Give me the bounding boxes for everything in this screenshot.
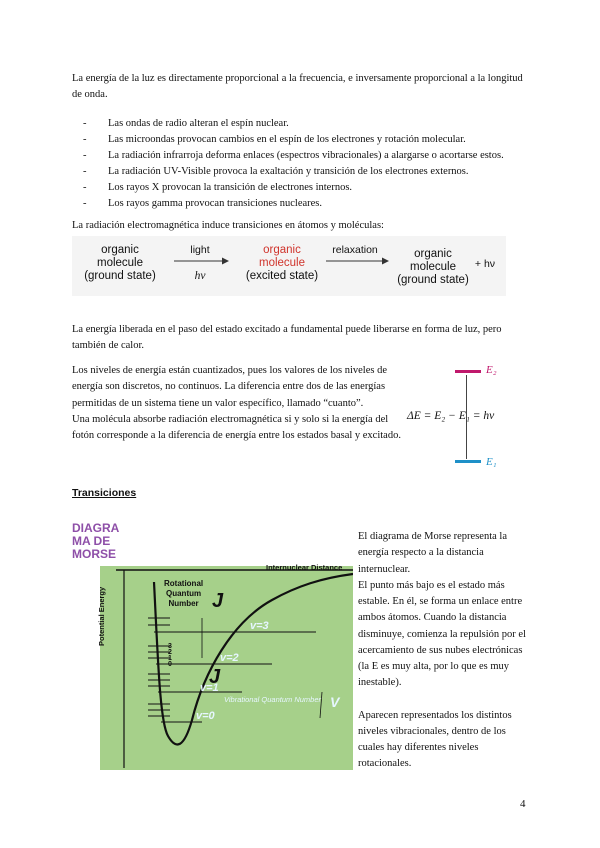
morse-paragraph-levels: Aparecen representados los distintos niveles vibracionales, dentro de los cuales hay diferentes niveles rotacionales. <box>358 709 512 770</box>
bullet-marker: - <box>83 198 87 209</box>
energy-level-diagram <box>393 362 527 478</box>
list-item: - La radiación infrarroja deforma enlaces (espectros vibracionales) a alargarse o acortarse estos. <box>108 148 548 164</box>
excited-state-paren: (excited state) <box>245 270 319 282</box>
level-v0: v=0 <box>196 710 215 722</box>
list-item: - Las microondas provocan cambios en el espín de los electrones y rotación molecular. <box>108 132 548 148</box>
rotational-symbol-lower: J <box>209 666 221 688</box>
radiation-effects-list <box>83 116 548 212</box>
vibrational-symbol: V <box>330 694 340 710</box>
morse-plot <box>72 522 353 770</box>
list-item: - Las ondas de radio alteran el espín nuclear. <box>108 116 548 132</box>
morse-explanation <box>358 529 528 773</box>
excited-state-label: organic molecule <box>258 244 306 269</box>
bullet-marker: - <box>83 150 87 161</box>
level-v1: v=1 <box>200 682 219 694</box>
list-item: - Los rayos gamma provocan transiciones nucleares. <box>108 196 548 212</box>
bullet-marker: - <box>83 182 87 193</box>
morse-background <box>100 566 353 770</box>
level-v2: v=2 <box>220 652 239 664</box>
relaxation-label: relaxation <box>332 244 378 256</box>
morse-diagram <box>72 522 353 770</box>
upper-level-bar <box>455 370 481 373</box>
e1-label: E₁ <box>486 456 497 468</box>
internuclear-label: Internuclear Distance <box>266 563 343 572</box>
morse-paragraph-definition: El diagrama de Morse representa la energía respecto a la distancia internuclear. <box>358 531 507 575</box>
rotational-numbers: 3 2 1 0 <box>168 643 172 668</box>
energy-equation: ΔE = E₂ − E₁ = hν <box>407 410 495 422</box>
bullet-marker: - <box>83 134 87 145</box>
excitation-scheme <box>72 236 506 296</box>
potential-energy-label: Potential Energy <box>97 586 106 646</box>
paragraph-em-transitions: La radiación electromagnética induce transiciones en átomos y moléculas: <box>72 220 384 231</box>
list-item: - Los rayos X provocan la transición de electrones internos. <box>108 180 548 196</box>
light-arrow <box>172 256 230 266</box>
paragraph-quantized: Los niveles de energía están cuantizados, pues los valores de los niveles de energía son discretos, no continuos. La diferencia entre dos de las energías permitidas de un sistema tiene un valor específico, llamado “cuanto”. <box>72 365 388 409</box>
paragraph-energy-frequency: La energía de la luz es directamente proporcional a la frecuencia, e inversamente proporcional a la longitud de onda. <box>72 73 523 101</box>
page-number: 4 <box>520 798 526 810</box>
morse-title: DIAGRA MA DE MORSE <box>72 521 120 561</box>
morse-paragraph-stability: El punto más bajo es el estado más estable. En él, se forma un enlace entre ambos átomos. Cuando la distancia disminuye, comienza la repulsión por el acercamiento de sus nubes electrónicas (la E es muy alta, por lo que es muy inestable). <box>358 579 526 689</box>
paragraph-absorption: Una molécula absorbe radiación electromagnética si y solo si la energía del fotón corresponde a la diferencia de energía entre los estados basal y excitado. <box>72 413 401 442</box>
rotational-label: Rotational Quantum Number <box>164 579 204 608</box>
e2-label: E₂ <box>486 364 497 376</box>
rotational-symbol: J <box>212 590 224 612</box>
vibrational-label: Vibrational Quantum Number <box>224 695 321 704</box>
paragraph-energy-release: La energía liberada en el paso del estado excitado a fundamental puede liberarse en forma de luz, pero también de calor. <box>72 324 502 352</box>
section-heading: Transiciones <box>72 487 137 499</box>
relaxation-arrow <box>324 256 390 266</box>
bullet-marker: - <box>83 118 87 129</box>
plus-hv-label: + hν <box>474 258 496 270</box>
quantized-levels-block <box>72 363 410 444</box>
light-label: light <box>190 244 210 256</box>
ground-state-label: organic molecule (ground state) <box>84 244 156 282</box>
lower-level-bar <box>455 460 481 463</box>
bullet-marker: - <box>83 166 87 177</box>
hv-label: hν <box>194 270 206 282</box>
level-v3: v=3 <box>250 620 269 632</box>
list-item: - La radiación UV-Visible provoca la exaltación y transición de los electrones externos. <box>108 164 548 180</box>
final-state-label: organic molecule (ground state) <box>397 248 469 286</box>
